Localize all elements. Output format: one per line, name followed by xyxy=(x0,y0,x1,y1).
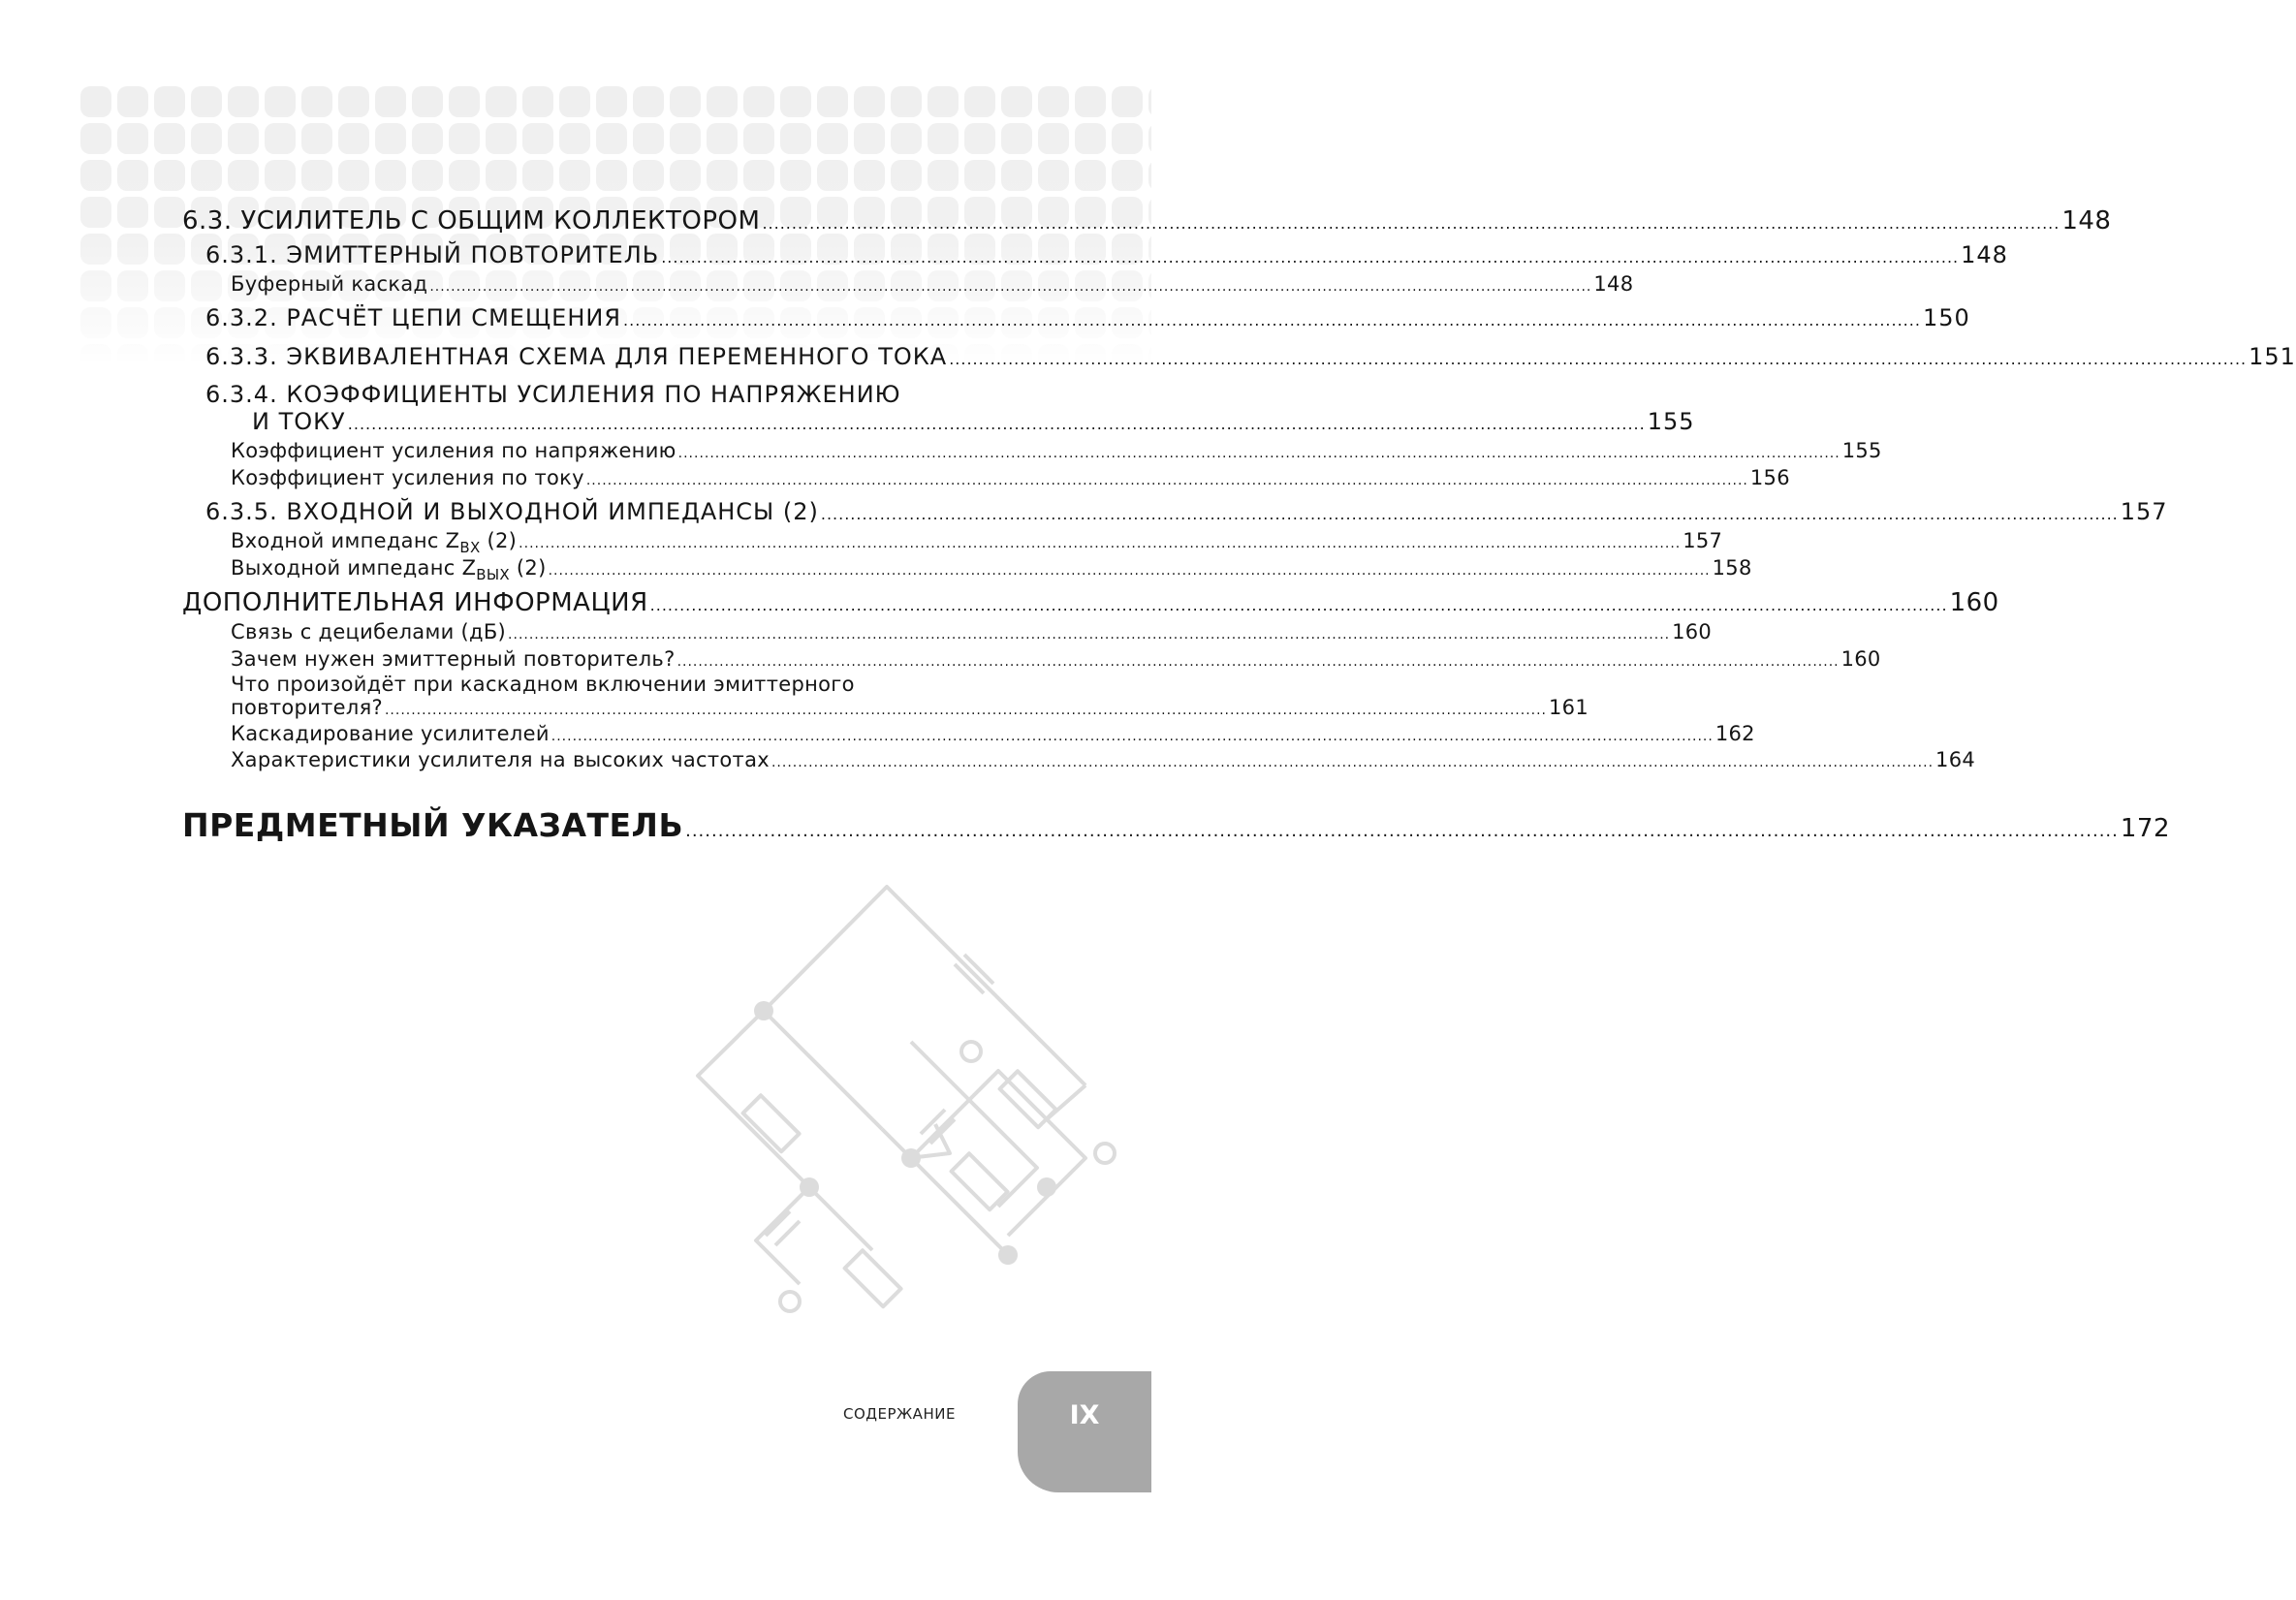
toc-entry[interactable] xyxy=(231,439,1882,462)
toc-entry-page: 160 xyxy=(1840,647,1881,671)
leader-dots: ............................................................................................................................................................................................................................ xyxy=(661,248,1960,267)
circuit-decoration xyxy=(717,916,1144,1371)
leader-dots: ............................................................................................................................................................................................................................ xyxy=(649,596,1948,614)
toc-entry-title: Каскадирование усилителей xyxy=(231,722,550,745)
toc-entry-page: 151 xyxy=(2249,343,2296,370)
leader-dots: ............................................................................................................................................................................................................................ xyxy=(820,505,2119,523)
toc-entry-page: 157 xyxy=(1683,529,1723,552)
section-label: СОДЕРЖАНИЕ xyxy=(843,1405,956,1423)
toc-entry-page: 155 xyxy=(1841,439,1882,462)
leader-dots: ............................................................................................................................................................................................................................ xyxy=(519,536,1682,551)
toc-entry[interactable] xyxy=(182,206,2112,235)
toc-entry-title: 6.3.3. ЭКВИВАЛЕНТНАЯ СХЕМА ДЛЯ ПЕРЕМЕННОГО ТОКА xyxy=(205,343,948,370)
toc-entry[interactable] xyxy=(205,343,2296,370)
toc-entry-title: 6.3.1. ЭМИТТЕРНЫЙ ПОВТОРИТЕЛЬ xyxy=(205,241,660,268)
leader-dots: ............................................................................................................................................................................................................................ xyxy=(548,563,1711,579)
toc-entry-page: 158 xyxy=(1712,556,1752,580)
toc-entry-page: 150 xyxy=(1922,304,1970,331)
toc-entry-page: 160 xyxy=(1949,588,1999,617)
toc-entry-title[interactable]: 6.3.4. КОЭФФИЦИЕНТЫ УСИЛЕНИЯ ПО НАПРЯЖЕНИЮ xyxy=(205,381,901,408)
toc-entry-page: 156 xyxy=(1749,466,1790,489)
toc-entry-title-continuation: повторителя? xyxy=(231,696,383,719)
toc-entry-page: 157 xyxy=(2120,498,2168,525)
toc-entry-title: Коэффициент усиления по напряжению xyxy=(231,439,676,462)
toc-entry-title-continuation: И ТОКУ xyxy=(252,408,346,435)
toc-entry[interactable] xyxy=(205,241,2008,268)
leader-dots: ............................................................................................................................................................................................................................ xyxy=(949,350,2248,368)
toc-entry[interactable] xyxy=(231,466,1790,489)
leader-dots: ............................................................................................................................................................................................................................ xyxy=(384,703,1548,718)
toc-entry-title: Коэффициент усиления по току xyxy=(231,466,584,489)
toc-entry[interactable] xyxy=(182,806,2171,844)
toc-entry-title[interactable]: Что произойдёт при каскадном включении эмиттерного xyxy=(231,673,855,696)
toc-entry[interactable] xyxy=(252,408,1695,435)
leader-dots: ............................................................................................................................................................................................................................ xyxy=(685,821,2119,841)
toc-entry-page: 172 xyxy=(2120,814,2171,843)
toc-entry-page: 161 xyxy=(1549,696,1588,719)
toc-entry-title: Буферный каскад xyxy=(231,272,428,296)
leader-dots: ............................................................................................................................................................................................................................ xyxy=(347,415,1646,433)
toc-entry-page: 155 xyxy=(1647,408,1695,435)
toc-entry-page: 148 xyxy=(2061,206,2112,235)
leader-dots: ............................................................................................................................................................................................................................ xyxy=(623,311,1921,329)
toc-entry-page: 148 xyxy=(1961,241,2008,268)
toc-entry-title: ПРЕДМЕТНЫЙ УКАЗАТЕЛЬ xyxy=(182,806,684,844)
page-number-tab xyxy=(1018,1371,1151,1492)
toc-entry[interactable] xyxy=(231,748,1976,771)
toc-entry-title: Связь с децибелами (дБ) xyxy=(231,620,507,643)
toc-entry[interactable] xyxy=(182,588,1999,617)
toc-entry[interactable] xyxy=(231,722,1755,745)
leader-dots: ............................................................................................................................................................................................................................ xyxy=(508,627,1671,643)
toc-entry-page: 164 xyxy=(1935,748,1976,771)
leader-dots: ............................................................................................................................................................................................................................ xyxy=(677,446,1840,461)
toc-entry-title: ДОПОЛНИТЕЛЬНАЯ ИНФОРМАЦИЯ xyxy=(182,588,648,617)
toc-entry-page: 148 xyxy=(1593,272,1634,296)
toc-entry-title: Характеристики усилителя на высоких частотах xyxy=(231,748,770,771)
toc-entry-title: 6.3.5. ВХОДНОЙ И ВЫХОДНОЙ ИМПЕДАНСЫ (2) xyxy=(205,498,819,525)
leader-dots: ............................................................................................................................................................................................................................ xyxy=(585,473,1748,488)
toc-entry-page: 162 xyxy=(1714,722,1755,745)
toc-entry-title: 6.3.2. РАСЧЁТ ЦЕПИ СМЕЩЕНИЯ xyxy=(205,304,622,331)
leader-dots: ............................................................................................................................................................................................................................ xyxy=(429,279,1592,295)
toc-entry[interactable] xyxy=(231,272,1634,296)
toc-entry[interactable] xyxy=(231,647,1881,671)
toc-entry[interactable] xyxy=(205,304,1970,331)
toc-entry-title: Выходной импеданс $Z_{ВЫХ}$ (2) xyxy=(231,556,547,584)
leader-dots: ............................................................................................................................................................................................................................ xyxy=(762,214,2060,233)
toc-entry[interactable] xyxy=(205,498,2168,525)
leader-dots: ............................................................................................................................................................................................................................ xyxy=(550,729,1714,744)
toc-entry-page: 160 xyxy=(1672,620,1713,643)
leader-dots: ............................................................................................................................................................................................................................ xyxy=(676,654,1840,670)
toc-entry-title: 6.3. УСИЛИТЕЛЬ С ОБЩИМ КОЛЛЕКТОРОМ xyxy=(182,206,761,235)
page-number: IX xyxy=(1069,1400,1100,1430)
toc-entry[interactable] xyxy=(231,556,1752,584)
toc-entry-title: Зачем нужен эмиттерный повторитель? xyxy=(231,647,676,671)
toc-entry[interactable] xyxy=(231,529,1723,557)
toc-entry[interactable] xyxy=(231,620,1713,643)
toc-entry-title: Входной импеданс $Z_{ВХ}$ (2) xyxy=(231,529,518,557)
leader-dots: ............................................................................................................................................................................................................................ xyxy=(771,755,1934,770)
toc-entry[interactable] xyxy=(231,696,1588,719)
